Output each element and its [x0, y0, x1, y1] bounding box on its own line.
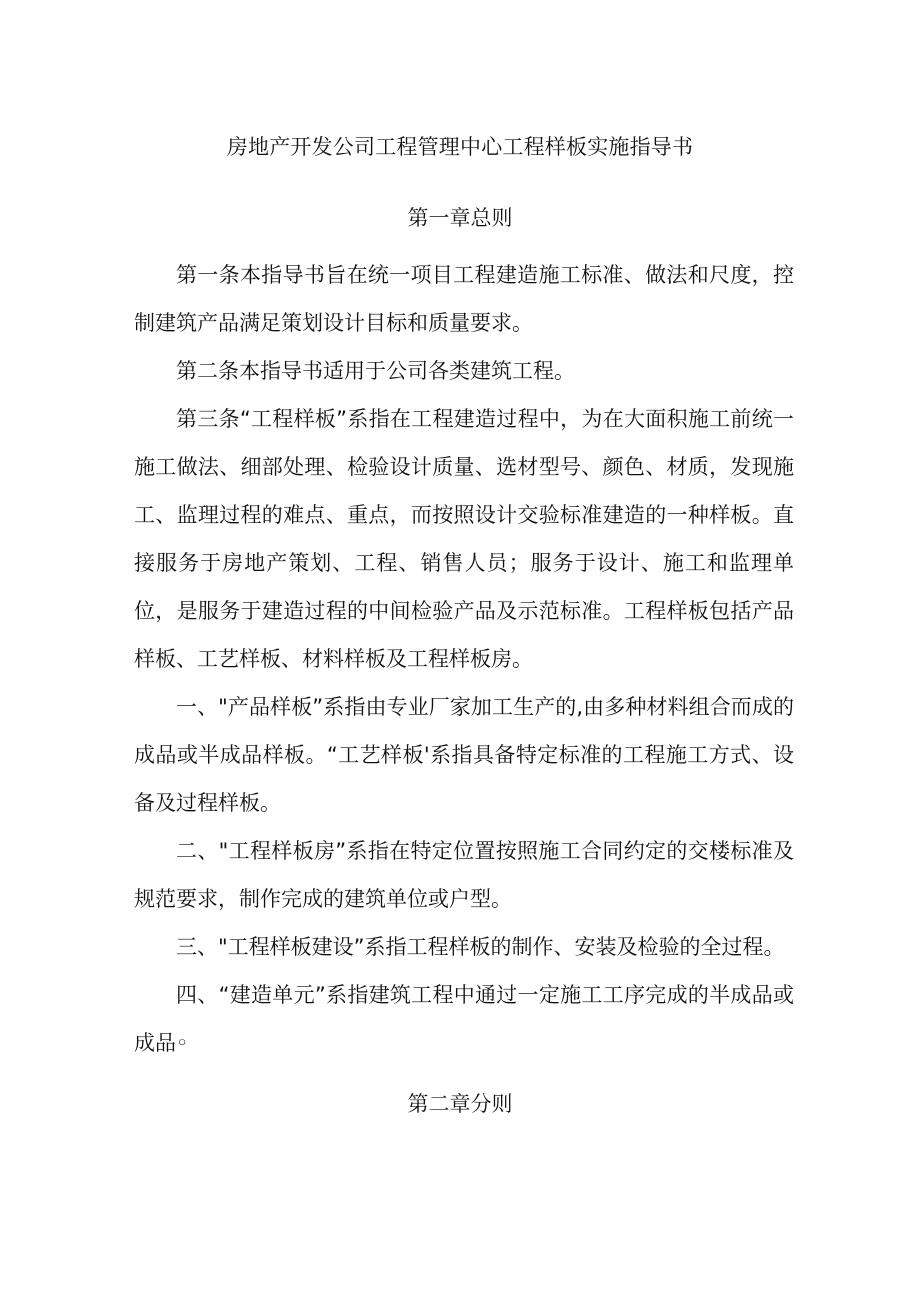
paragraph-article-2: 第二条本指导书适用于公司各类建筑工程。 [176, 359, 575, 383]
paragraph-item-4: 四、“建造单元”系指建筑工程中通过一定施工工序完成的半成品或成品◦ [134, 983, 794, 1055]
paragraph-item-3: 三、"工程样板建设”系指工程样板的制作、安装及检验的全过程。 [176, 935, 785, 959]
chapter-2-heading: 第二章分则 [407, 1092, 513, 1116]
document-body [134, 251, 794, 1067]
paragraph-item-2: 二、"工程样板房”系指在特定位置按照施工合同约定的交楼标准及规范要求，制作完成的建筑单位或户型。 [134, 839, 794, 911]
paragraph-article-3: 第三条“工程样板”系指在工程建造过程中，为在大面积施工前统一施工做法、细部处理、检验设计质量、选材型号、颜色、材质，发现施工、监理过程的难点、重点，而按照设计交验标准建造的一种样板。直接服务于房地产策划、工程、销售人员；服务于设计、施工和监理单位，是服务于建造过程的中间检验产品及示范标准。工程样板包括产品样板、工艺样板、材料样板及工程样板房。 [134, 407, 794, 671]
chapter-1-heading: 第一章总则 [407, 206, 513, 230]
paragraph-item-1: 一、"产品样板”系指由专业厂家加工生产的,由多种材料组合而成的成品或半成品样板。“工艺样板'系指具备特定标准的工程施工方式、设备及过程样板。 [134, 695, 794, 815]
paragraph-article-1: 第一条本指导书旨在统一项目工程建造施工标准、做法和尺度，控制建筑产品满足策划设计目标和质量要求。 [134, 263, 794, 335]
document-title: 房地产开发公司工程管理中心工程样板实施指导书 [226, 135, 694, 159]
